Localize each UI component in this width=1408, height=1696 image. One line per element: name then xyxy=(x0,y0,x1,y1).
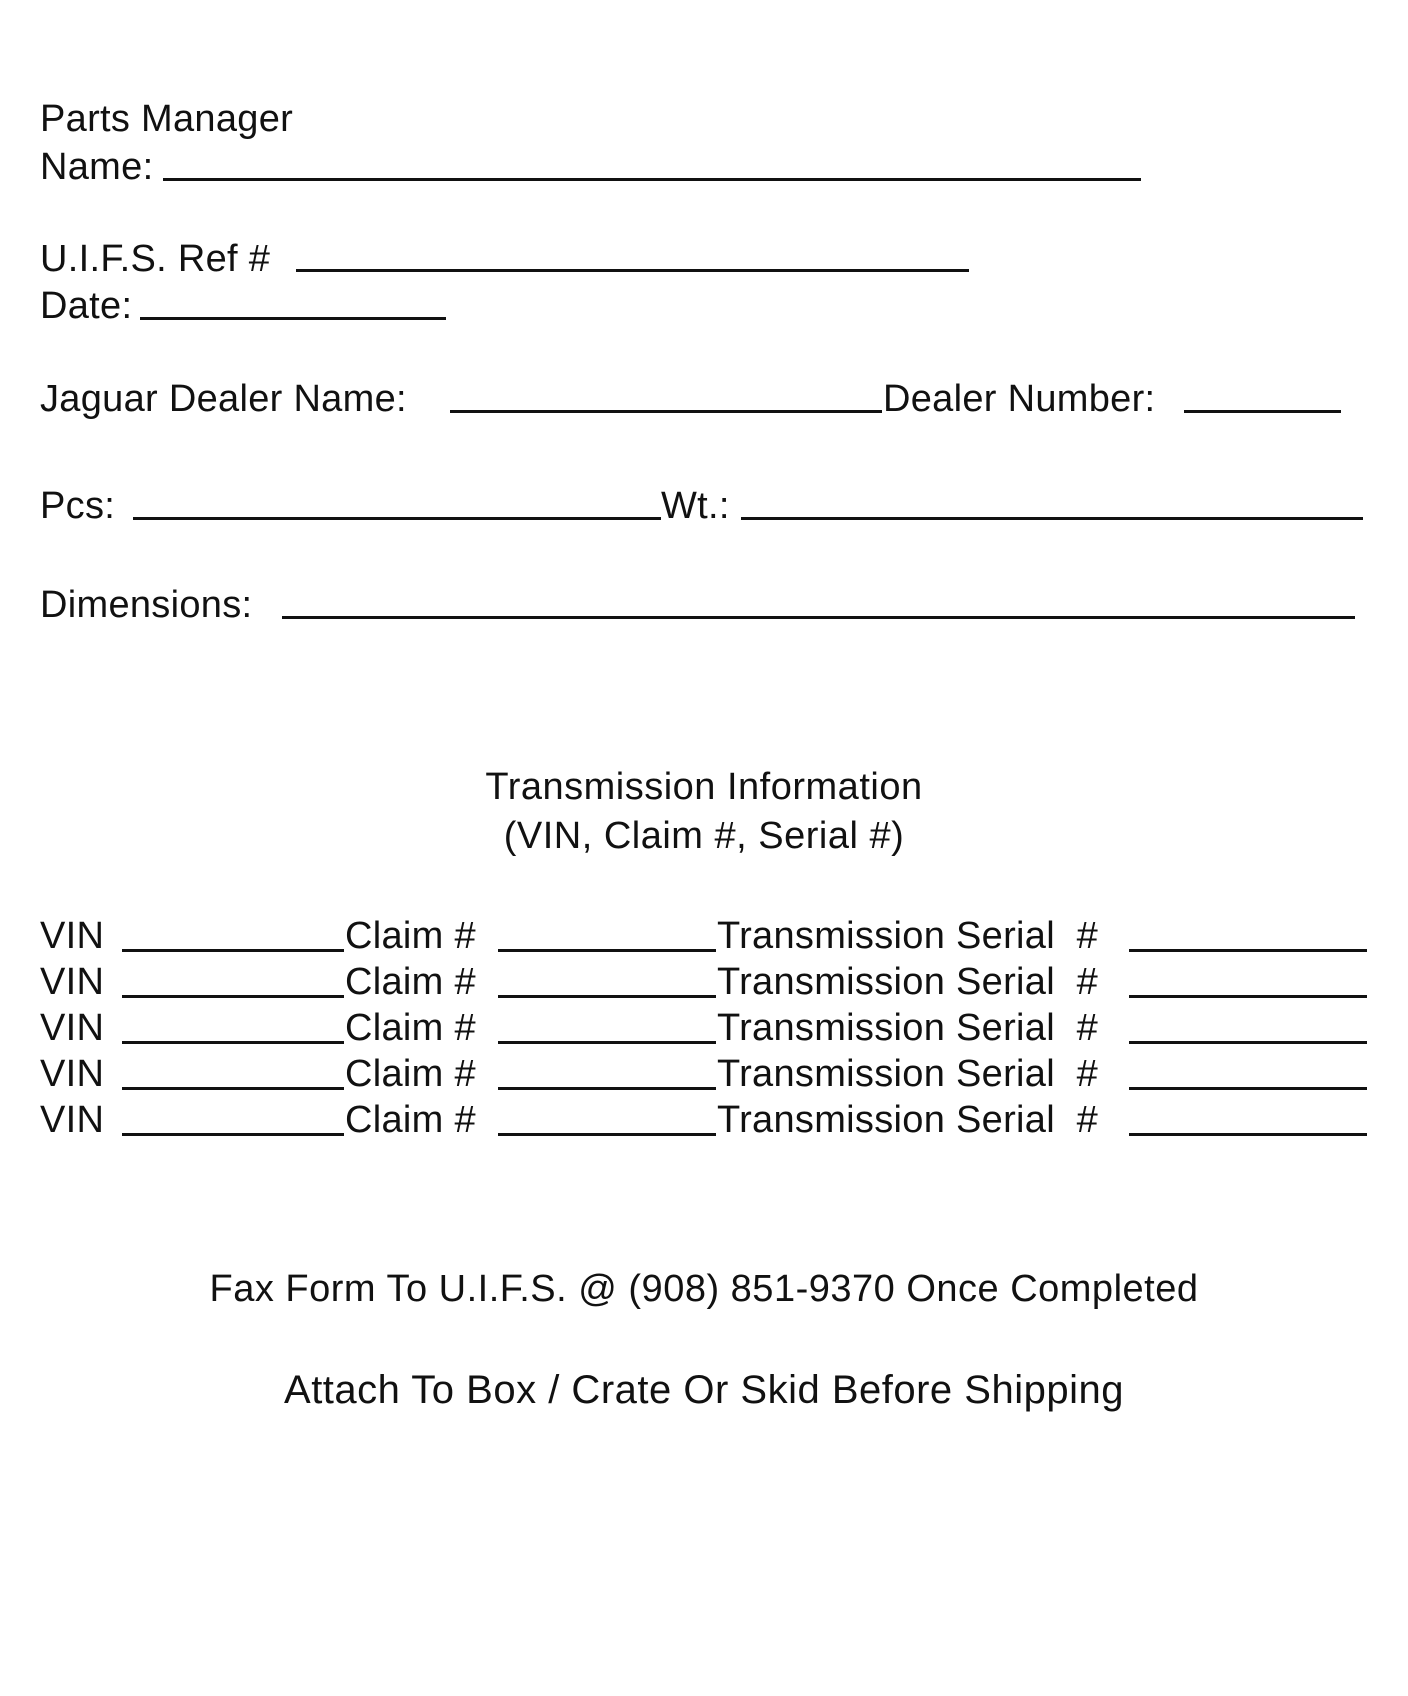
vin-label: VIN xyxy=(40,961,105,1003)
wt-field[interactable] xyxy=(741,517,1363,520)
vin-field[interactable] xyxy=(122,1041,344,1044)
claim-field[interactable] xyxy=(498,1087,716,1090)
vin-field[interactable] xyxy=(122,949,344,952)
vin-row-5 xyxy=(0,1101,1408,1145)
attach-instructions: Attach To Box / Crate Or Skid Before Shipping xyxy=(284,1368,1124,1412)
transmission-title: Transmission Information xyxy=(485,766,923,808)
pcs-label: Pcs: xyxy=(40,485,116,527)
ref-field[interactable] xyxy=(296,269,969,272)
wt-label: Wt.: xyxy=(661,485,730,527)
dealer-name-label: Jaguar Dealer Name: xyxy=(40,378,407,420)
name-field[interactable] xyxy=(163,178,1141,181)
vin-row-3 xyxy=(0,1009,1408,1053)
dealer-name-field[interactable] xyxy=(450,410,882,413)
vin-row-2 xyxy=(0,963,1408,1007)
claim-field[interactable] xyxy=(498,1133,716,1136)
serial-label: Transmission Serial # xyxy=(717,1053,1099,1095)
pcs-field[interactable] xyxy=(133,517,661,520)
dimensions-label: Dimensions: xyxy=(40,584,253,626)
claim-label: Claim # xyxy=(345,961,476,1003)
ref-label: U.I.F.S. Ref # xyxy=(40,238,271,280)
serial-field[interactable] xyxy=(1129,949,1367,952)
parts-manager-label: Parts Manager xyxy=(40,98,294,140)
claim-label: Claim # xyxy=(345,915,476,957)
vin-label: VIN xyxy=(40,915,105,957)
claim-label: Claim # xyxy=(345,1099,476,1141)
vin-field[interactable] xyxy=(122,1133,344,1136)
dealer-number-field[interactable] xyxy=(1184,410,1341,413)
dealer-number-label: Dealer Number: xyxy=(883,378,1156,420)
claim-field[interactable] xyxy=(498,949,716,952)
date-field[interactable] xyxy=(140,317,446,320)
vin-row-4 xyxy=(0,1055,1408,1099)
dimensions-field[interactable] xyxy=(282,616,1355,619)
vin-label: VIN xyxy=(40,1053,105,1095)
vin-row-1 xyxy=(0,917,1408,961)
transmission-subtitle: (VIN, Claim #, Serial #) xyxy=(503,815,905,857)
claim-field[interactable] xyxy=(498,1041,716,1044)
vin-field[interactable] xyxy=(122,995,344,998)
vin-field[interactable] xyxy=(122,1087,344,1090)
claim-field[interactable] xyxy=(498,995,716,998)
serial-label: Transmission Serial # xyxy=(717,1007,1099,1049)
claim-label: Claim # xyxy=(345,1007,476,1049)
serial-field[interactable] xyxy=(1129,995,1367,998)
fax-instructions: Fax Form To U.I.F.S. @ (908) 851-9370 Once Completed xyxy=(209,1268,1199,1310)
vin-label: VIN xyxy=(40,1099,105,1141)
claim-label: Claim # xyxy=(345,1053,476,1095)
serial-label: Transmission Serial # xyxy=(717,915,1099,957)
name-label: Name: xyxy=(40,146,154,188)
serial-label: Transmission Serial # xyxy=(717,1099,1099,1141)
vin-label: VIN xyxy=(40,1007,105,1049)
serial-field[interactable] xyxy=(1129,1087,1367,1090)
date-label: Date: xyxy=(40,285,133,327)
serial-label: Transmission Serial # xyxy=(717,961,1099,1003)
serial-field[interactable] xyxy=(1129,1041,1367,1044)
serial-field[interactable] xyxy=(1129,1133,1367,1136)
